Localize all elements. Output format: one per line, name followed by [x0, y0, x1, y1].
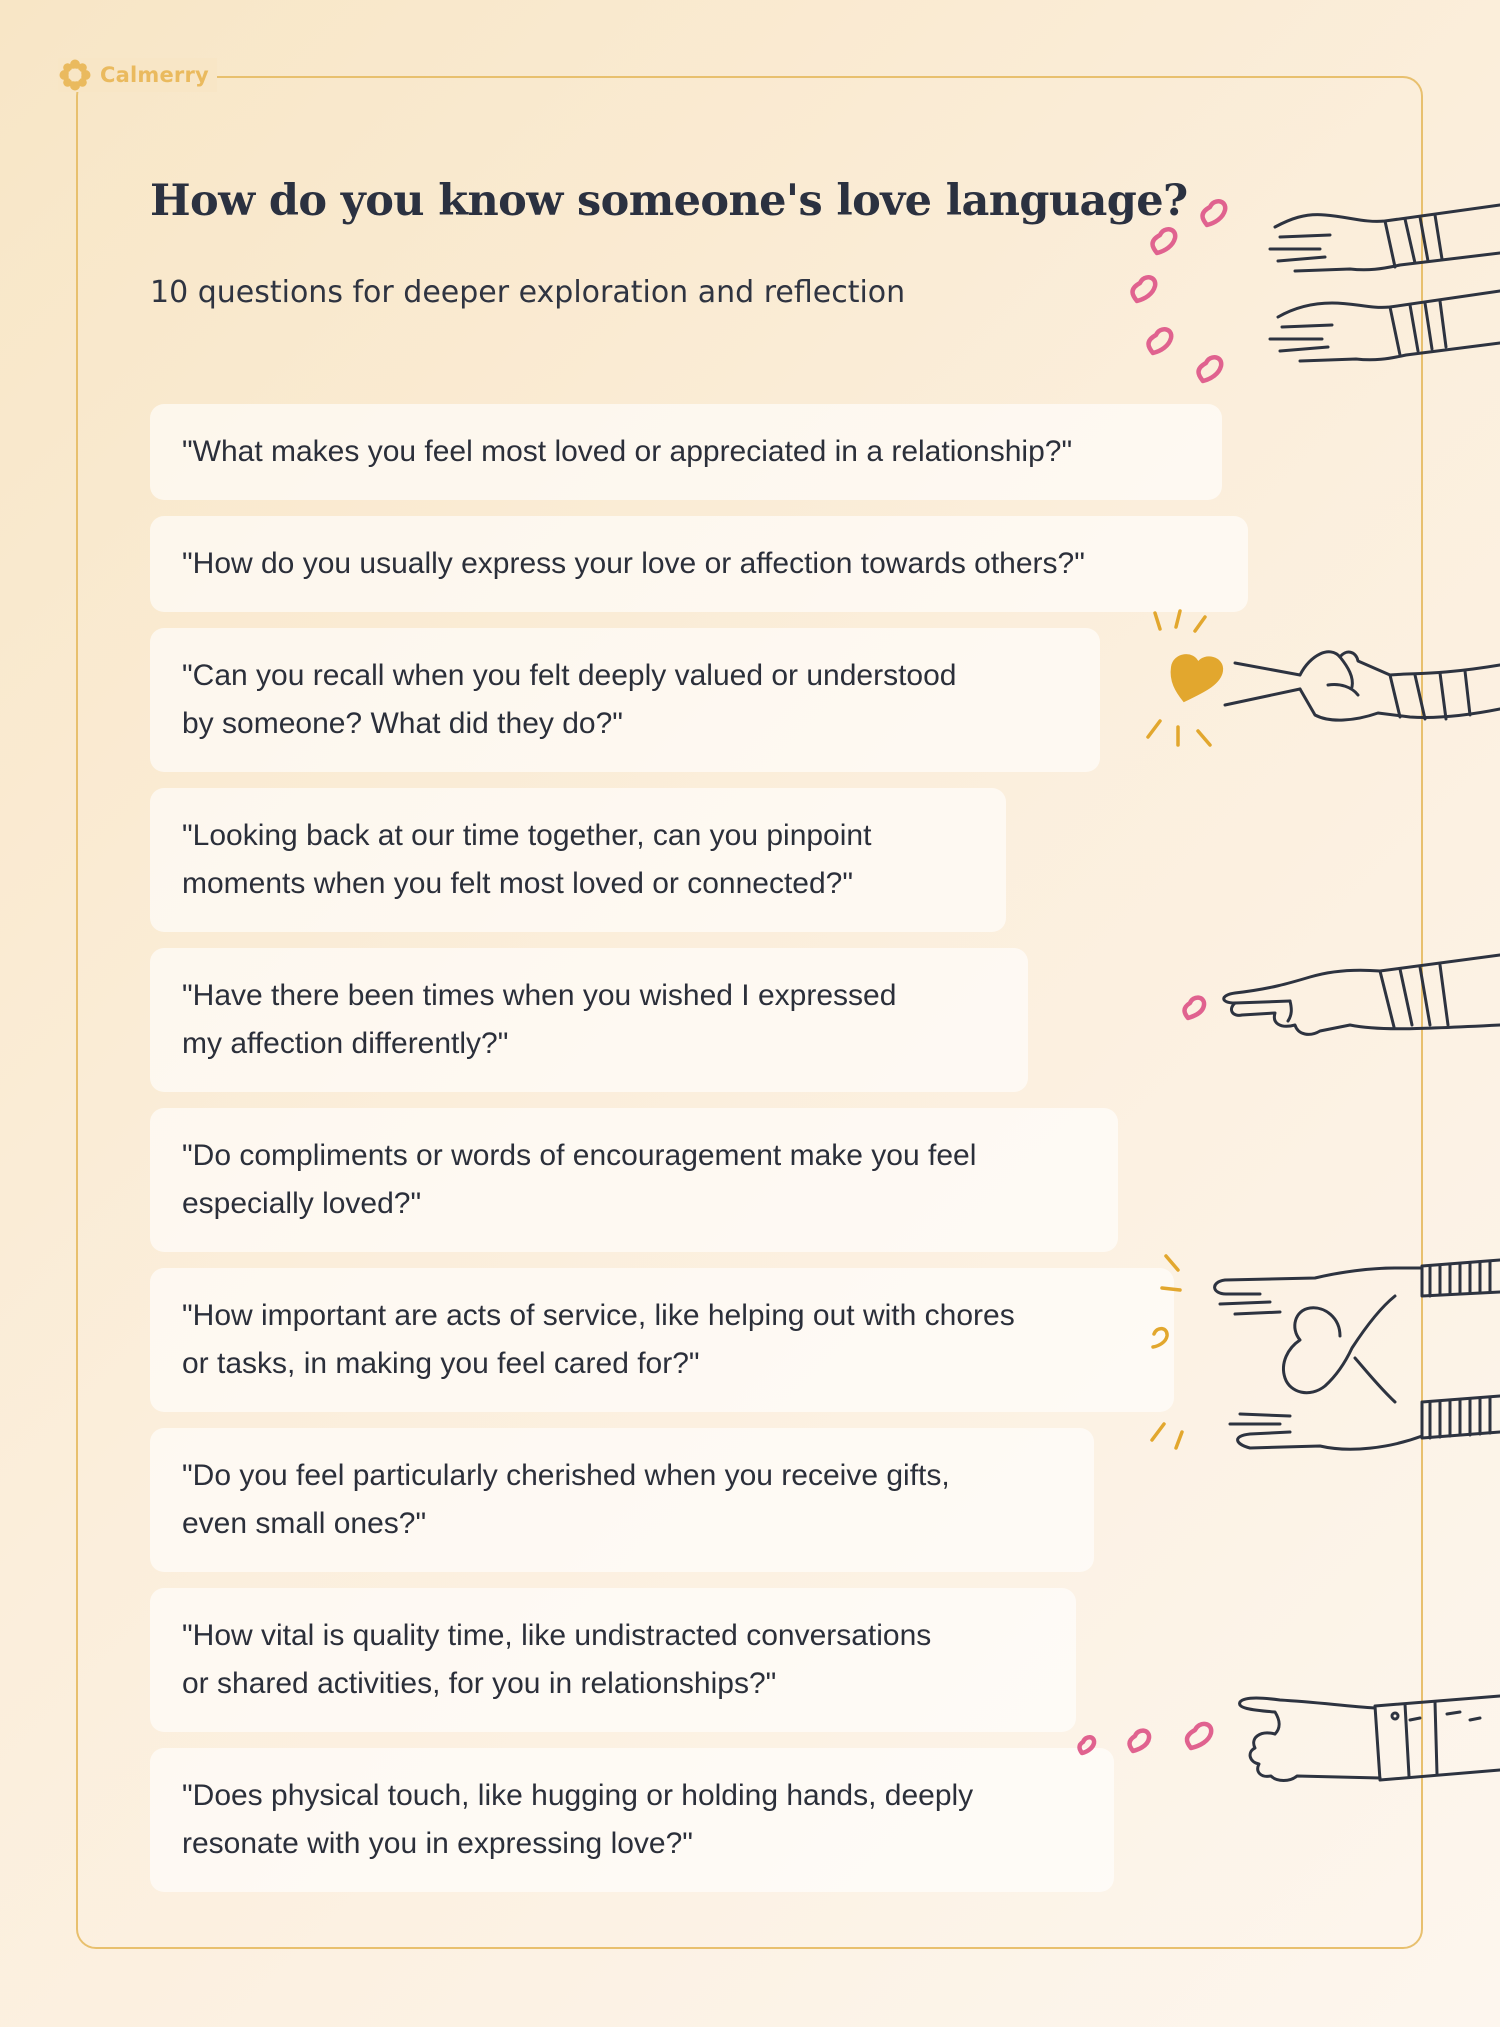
question-line: moments when you felt most loved or connected?"	[182, 867, 854, 900]
question-card-1	[150, 404, 1222, 500]
question-line: "How important are acts of service, like helping out with chores	[182, 1299, 1015, 1332]
question-line: "Have there been times when you wished I expressed	[182, 979, 897, 1012]
question-card-5	[150, 948, 1028, 1092]
flower-logo-icon	[58, 58, 92, 92]
question-line: or shared activities, for you in relationships?"	[182, 1667, 777, 1700]
question-line: "What makes you feel most loved or appreciated in a relationship?"	[182, 435, 1073, 468]
question-line: "How do you usually express your love or affection towards others?"	[182, 547, 1085, 580]
question-line: even small ones?"	[182, 1507, 427, 1540]
reaching-hands-with-hearts-icon	[1120, 185, 1500, 405]
brand	[58, 58, 217, 92]
question-card-8	[150, 1428, 1094, 1572]
question-card-3	[150, 628, 1100, 772]
question-line: especially loved?"	[182, 1187, 422, 1220]
question-line: by someone? What did they do?"	[182, 707, 623, 740]
question-line: resonate with you in expressing love?"	[182, 1827, 693, 1860]
question-line: or tasks, in making you feel cared for?"	[182, 1347, 700, 1380]
question-card-10	[150, 1748, 1114, 1892]
question-line: "Do compliments or words of encouragement make you feel	[182, 1139, 977, 1172]
hand-offering-heart-icon	[1140, 605, 1500, 755]
question-line: "How vital is quality time, like undistracted conversations	[182, 1619, 932, 1652]
question-line: "Does physical touch, like hugging or holding hands, deeply	[182, 1779, 974, 1812]
brand-name: Calmerry	[100, 63, 209, 87]
question-card-9	[150, 1588, 1076, 1732]
question-line: my affection differently?"	[182, 1027, 509, 1060]
question-card-6	[150, 1108, 1118, 1252]
hands-forming-heart-icon	[1140, 1248, 1500, 1478]
page-title: How do you know someone's love language?	[150, 176, 1188, 226]
page-subtitle: 10 questions for deeper exploration and reflection	[150, 275, 906, 310]
question-line: "Can you recall when you felt deeply valued or understood	[182, 659, 957, 692]
question-card-4	[150, 788, 1006, 932]
question-line: "Do you feel particularly cherished when you receive gifts,	[182, 1459, 950, 1492]
question-card-7	[150, 1268, 1174, 1412]
question-card-2	[150, 516, 1248, 612]
pointing-hand-with-hearts-icon	[1075, 1690, 1500, 1800]
hand-offering-heart-icon	[1180, 945, 1500, 1055]
question-line: "Looking back at our time together, can you pinpoint	[182, 819, 872, 852]
